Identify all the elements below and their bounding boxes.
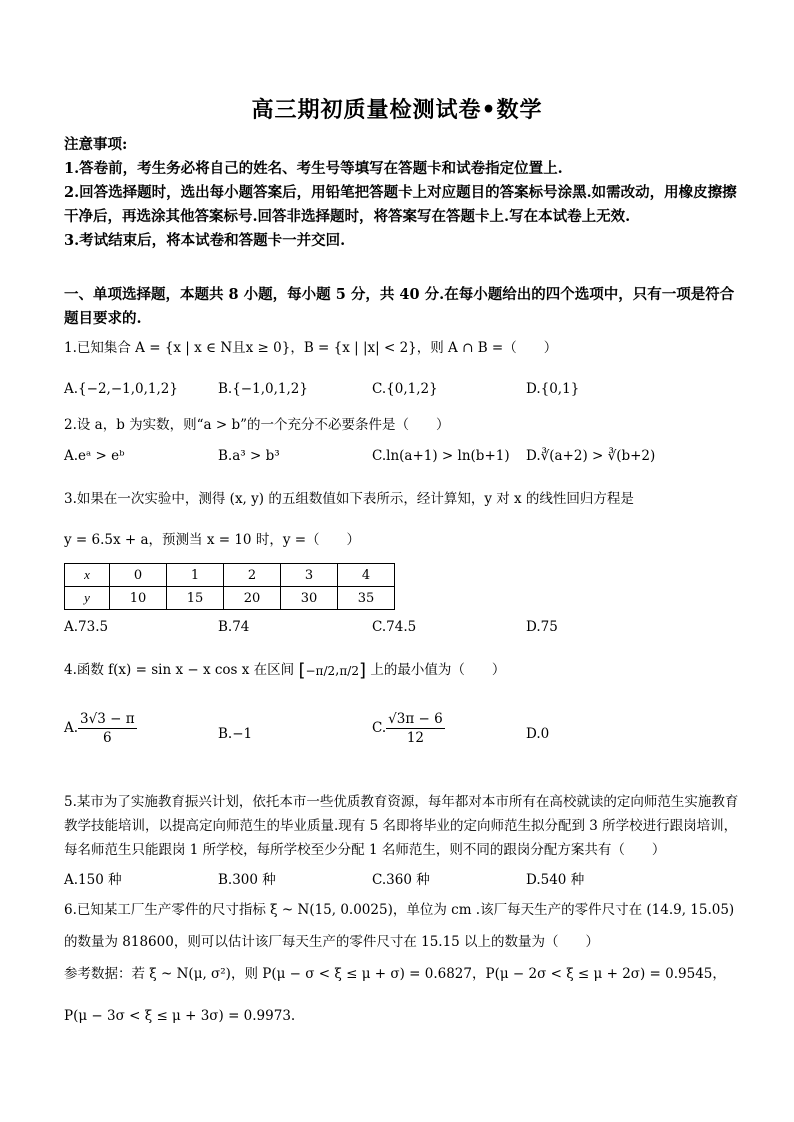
question-6-stem: 6.已知某工厂生产零件的尺寸指标 ξ ~ N(15, 0.0025)，单位为 cm .该厂每天生产的零件尺寸在 (14.9, 15.05) [64, 902, 735, 918]
q4-option-c-fraction [386, 710, 445, 747]
instructions [64, 133, 740, 253]
question-1-stem: 1.已知集合 A = {x | x ∈ N且x ≥ 0}，B = {x | |x| < 2}，则 A ∩ B =（ ） [64, 340, 558, 356]
question-2-stem: 2.设 a，b 为实数，则“a > b”的一个充分不必要条件是（ ） [64, 417, 450, 433]
q5-option-a: A.150 种 [64, 872, 122, 888]
question-6-stem-cont: 的数量为 818600，则可以估计该厂每天生产的零件尺寸在 15.15 以上的数量为（ ） [64, 934, 600, 950]
q4-option-c-label: C. [372, 720, 387, 736]
table-cell: 10 [110, 587, 167, 610]
q3-option-c: C.74.5 [372, 619, 417, 635]
q3-option-d: D.75 [526, 619, 558, 635]
table-cell: 1 [167, 564, 224, 587]
instruction-item: 2.回答选择题时，选出每小题答案后，用铅笔把答题卡上对应题目的答案标号涂黑.如需改动，用橡皮擦擦干净后，再选涂其他答案标号.回答非选择题时，将答案写在答题卡上.写在本试卷上无效. [64, 184, 737, 225]
q2-option-c: C.ln(a+1) > ln(b+1) [372, 448, 510, 464]
table-row [65, 564, 395, 587]
q2-option-d: D.∛(a+2) > ∛(b+2) [526, 448, 656, 464]
q1-option-d: D.{0,1} [526, 381, 580, 397]
q5-option-d: D.540 种 [526, 872, 585, 888]
interval-lower-value: −π/2 [305, 663, 336, 678]
interval-lower [306, 659, 336, 683]
q2-option-a: A.eᵃ > eᵇ [64, 448, 125, 464]
question-3-stem-cont: y = 6.5x + a，预测当 x = 10 时，y =（ ） [64, 532, 361, 548]
table-cell: 35 [338, 587, 395, 610]
question-4-stem: 4.函数 f(x) = sin x − x cos x 在区间 [−π/2,π/2] 上的最小值为（ ） [64, 660, 506, 681]
q3-option-a: A.73.5 [64, 619, 109, 635]
q3-option-b: B.74 [218, 619, 250, 635]
left-bracket: [ [298, 660, 306, 681]
table-header-y: y [65, 587, 110, 610]
interval-upper [339, 659, 359, 683]
q4-option-c [372, 710, 445, 747]
q4-option-b: B.−1 [218, 726, 253, 742]
table-cell: 15 [167, 587, 224, 610]
table-cell: 30 [281, 587, 338, 610]
section-heading: 一、单项选择题，本题共 8 小题，每小题 5 分，共 40 分.在每小题给出的四个选项中，只有一项是符合题目要求的. [64, 286, 735, 327]
table-row [65, 587, 395, 610]
q1-option-c: C.{0,1,2} [372, 381, 438, 397]
q4-stem-text: 4.函数 f(x) = sin x − x cos x 在区间 [64, 662, 295, 678]
table-cell: 2 [224, 564, 281, 587]
table-cell: 3 [281, 564, 338, 587]
question-5-stem: 5.某市为了实施教育振兴计划，依托本市一些优质教育资源，每年都对本市所有在高校就读的定向师范生实施教育教学技能培训，以提高定向师范生的毕业质量.现有 5 名即将毕业的定向师范生拟分配到 3 所学校进行跟岗培训，每名师范生只能跟岗 1 所学校，每所学校至少分配 1 名师范生，则不同的跟岗分配方案共有（ ） [64, 794, 739, 858]
instruction-item: 3.考试结束后，将本试卷和答题卡一并交回. [64, 232, 346, 249]
table-cell: 0 [110, 564, 167, 587]
fraction-numerator: 3√3 − π [80, 711, 135, 727]
q2-option-b: B.a³ > b³ [218, 448, 280, 464]
page-title: 高三期初质量检测试卷•数学 [251, 97, 543, 123]
fraction-numerator: √3π − 6 [388, 711, 443, 727]
reference-data-line-2: P(μ − 3σ < ξ ≤ μ + 3σ) = 0.9973. [64, 1008, 296, 1024]
q4-option-a-fraction [78, 710, 137, 747]
q1-option-a: A.{−2,−1,0,1,2} [64, 381, 178, 397]
instruction-item: 1.答卷前，考生务必将自己的姓名、考生号等填写在答题卡和试卷指定位置上. [64, 160, 563, 177]
interval-upper-value: π/2 [339, 663, 359, 678]
fraction-denominator: 6 [103, 730, 112, 746]
q4-option-d: D.0 [526, 726, 550, 742]
fraction-denominator: 12 [406, 730, 425, 746]
q4-stem-end: 上的最小值为（ ） [370, 662, 506, 678]
table-header-x: x [65, 564, 110, 587]
instructions-heading: 注意事项: [64, 136, 128, 153]
question-3-stem: 3.如果在一次实验中，测得 (x, y) 的五组数值如下表所示，经计算知，y 对 x 的线性回归方程是 [64, 491, 634, 507]
reference-data-line-1: 参考数据：若 ξ ~ N(μ, σ²)，则 P(μ − σ < ξ ≤ μ + σ) = 0.6827，P(μ − 2σ < ξ ≤ μ + 2σ) = 0.9545， [64, 966, 726, 982]
right-bracket: ] [359, 660, 367, 681]
q4-option-a-label: A. [64, 720, 79, 736]
q5-option-b: B.300 种 [218, 872, 276, 888]
q1-option-b: B.{−1,0,1,2} [218, 381, 308, 397]
data-table [64, 563, 395, 610]
q5-option-c: C.360 种 [372, 872, 430, 888]
q4-option-a [64, 710, 137, 747]
table-cell: 20 [224, 587, 281, 610]
table-cell: 4 [338, 564, 395, 587]
